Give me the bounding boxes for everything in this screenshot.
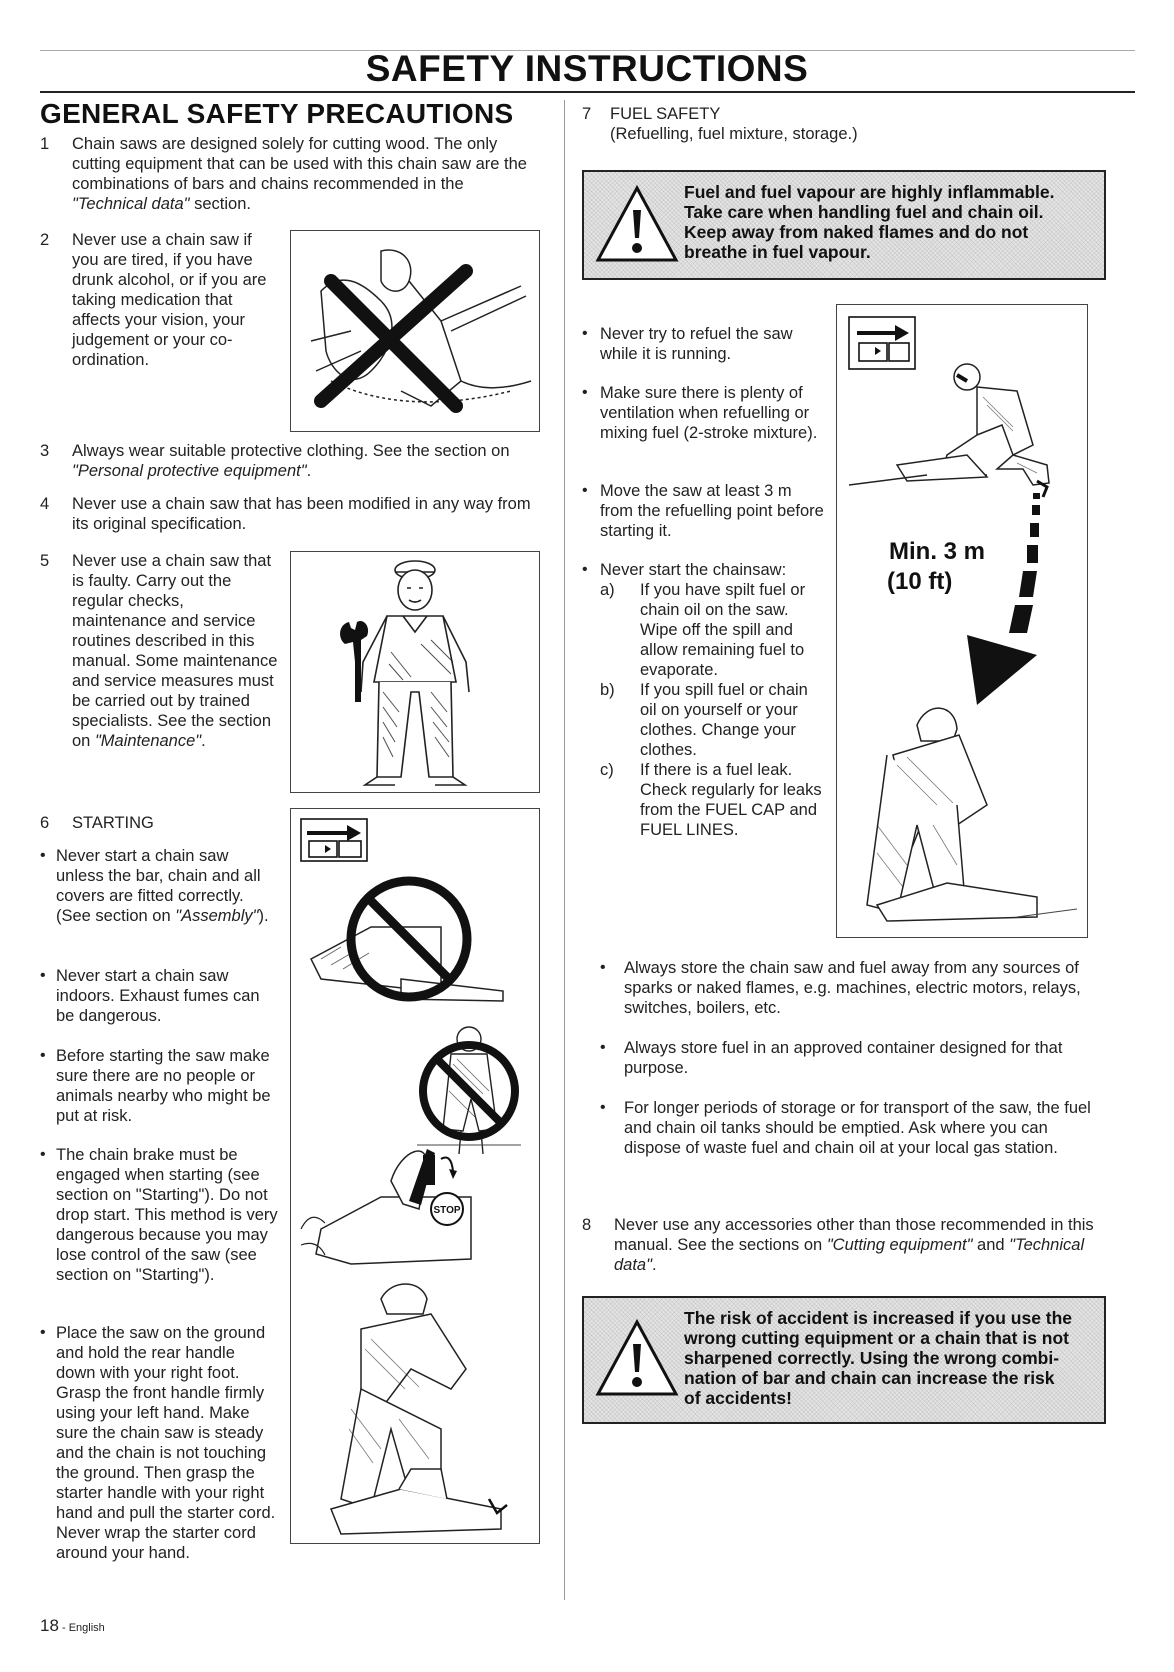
accident-warning-line-5: of accidents! [684, 1388, 792, 1408]
starting-bullet-3: Before starting the saw make sure there are no people or animals nearby who might be put at risk. [56, 1047, 271, 1125]
fuel-sub-c-label: c) [600, 761, 614, 779]
fuel-sub-a: If you have spilt fuel or chain oil on the saw. Wipe off the spill and allow remaining fuel to evaporate. [640, 581, 806, 679]
section-heading: GENERAL SAFETY PRECAUTIONS [40, 98, 514, 129]
item-2-text: Never use a chain saw if you are tired, if you have drunk alcohol, or if you are taking medication that affects your vision, your judgement or your co-ordination. [72, 231, 267, 369]
storage-bullet-3-dot: • [600, 1099, 606, 1116]
technical-data-ref-2: "Technical data" [614, 1236, 1085, 1274]
page-title: SAFETY INSTRUCTIONS [365, 48, 809, 89]
manual-reference-icon-2 [849, 317, 915, 369]
page-footer [40, 1616, 105, 1636]
item-1-text-b: section. [189, 195, 251, 213]
item-1-number: 1 [40, 135, 50, 153]
fuel-sub-c: If there is a fuel leak. Check regularly for leaks from the FUEL CAP and FUEL LINES. [640, 761, 822, 839]
footer-separator: - [58, 1622, 69, 1634]
fuel-bullet-4: Never start the chainsaw: [600, 561, 787, 579]
fuel-bullet-2-dot: • [582, 384, 588, 401]
item-5-text [72, 551, 282, 751]
item-7-number: 7 [582, 105, 592, 123]
item-4-text: Never use a chain saw that has been modified in any way from its original specification. [72, 495, 531, 533]
item-1-text-a: Chain saws are designed solely for cutting wood. The only cutting equipment that can be used with this chain saw are the combinations of bars and chains recommended in the [72, 135, 527, 193]
fuel-warning-box [582, 170, 1106, 280]
starting-bullet-5-dot: • [40, 1324, 46, 1341]
storage-bullet-2-dot: • [600, 1039, 606, 1056]
starting-bullet-4: The chain brake must be engaged when starting (see section on "Starting"). Do not drop start. This method is very dangerous because you may lose control of the saw (see section on "Starting"). [56, 1146, 278, 1284]
item-3-text-a: Always wear suitable protective clothing. See the section on [72, 442, 510, 460]
starting-bullet-4-dot: • [40, 1146, 46, 1163]
item-5-number: 5 [40, 552, 50, 570]
item-3-text [72, 441, 538, 481]
item-8-number: 8 [582, 1216, 592, 1234]
accident-warning-line-4: nation of bar and chain can increase the risk [684, 1368, 1055, 1388]
storage-bullet-1-dot: • [600, 959, 606, 976]
fuel-bullet-4-dot: • [582, 561, 588, 578]
item-1-text [72, 134, 538, 214]
column-divider [564, 100, 565, 1600]
starting-bullet-5: Place the saw on the ground and hold the rear handle down with your right foot. Grasp the front handle firmly using your left hand. Make sure the chain saw is steady and the chain is not touching the ground. Then grasp the starter handle with your right hand and pull the starter cord. Never wrap the starter cord around your hand. [56, 1324, 276, 1562]
starting-bullet-3-dot: • [40, 1047, 46, 1064]
starting-heading: STARTING [72, 814, 154, 832]
starting-illustrations [291, 809, 539, 1543]
mechanic-figure [290, 551, 540, 793]
manual-reference-icon [301, 819, 367, 861]
mechanic-with-wrench-icon [291, 552, 539, 792]
fuel-bullet-1-dot: • [582, 325, 588, 342]
item-3-text-b: . [306, 462, 312, 480]
warning-triangle-icon [594, 184, 680, 264]
item-5-text-a: Never use a chain saw that is faulty. Carry out the regular checks, maintenance and service routines described in this manual. Some maintenance and service measures must be carried out by trained specialists. See the section on [72, 552, 278, 750]
refuelling-illustrations [837, 305, 1087, 937]
fuel-safety-heading: FUEL SAFETY [610, 105, 721, 123]
fuel-bullet-1: Never try to refuel the saw while it is running. [600, 325, 793, 363]
assembly-ref: "Assembly" [175, 907, 259, 925]
item-5-text-b: . [201, 732, 206, 750]
item-8-text-b: . [651, 1256, 657, 1274]
starting-bullet-1-dot: • [40, 847, 46, 864]
min-distance-text: Min. 3 m [889, 538, 986, 565]
warning-triangle-icon-2 [594, 1318, 680, 1398]
item-8-text [614, 1215, 1100, 1275]
maintenance-ref: "Maintenance" [94, 732, 202, 750]
ppe-ref: "Personal protective equipment" [72, 462, 307, 480]
fuel-sub-b-label: b) [600, 681, 615, 699]
starting-bullet-1 [56, 846, 276, 926]
fuel-sub-b: If you spill fuel or chain oil on yourself or your clothes. Change your clothes. [640, 681, 808, 759]
refuelling-distance-figure [836, 304, 1088, 938]
starting-bullet-1-b: ). [258, 907, 269, 925]
item-8-text-mid: and [972, 1236, 1010, 1254]
min-distance-feet-text: (10 ft) [887, 568, 953, 595]
starting-figure [290, 808, 540, 1544]
fuel-warning-line-2: Take care when handling fuel and chain oil. [684, 202, 1044, 222]
storage-bullet-3: For longer periods of storage or for transport of the saw, the fuel and chain oil tanks should be emptied. Ask where you can dispose of waste fuel and chain oil at your local gas station. [624, 1099, 1091, 1157]
fuel-bullet-2: Make sure there is plenty of ventilation when refuelling or mixing fuel (2-stroke mixture). [600, 384, 818, 442]
item-3-number: 3 [40, 442, 50, 460]
title-rule [40, 91, 1135, 93]
crossed-out-saw-icon [291, 231, 539, 431]
cutting-equipment-ref: "Cutting equipment" [826, 1236, 973, 1254]
accident-warning-line-2: wrong cutting equipment or a chain that is not [684, 1328, 1069, 1348]
fuel-sub-a-label: a) [600, 581, 615, 599]
footer-language: English [68, 1622, 105, 1634]
accident-warning-line-3: sharpened correctly. Using the wrong combi- [684, 1348, 1060, 1368]
storage-bullet-1: Always store the chain saw and fuel away from any sources of sparks or naked flames, e.g. machines, electric motors, relays, switches, boilers, etc. [624, 959, 1081, 1017]
technical-data-ref: "Technical data" [72, 195, 190, 213]
accident-warning-box [582, 1296, 1106, 1424]
fuel-warning-text [684, 182, 1094, 262]
accident-warning-line-1: The risk of accident is increased if you use the [684, 1308, 1073, 1328]
starting-bullet-2-dot: • [40, 967, 46, 984]
item-6-number: 6 [40, 814, 50, 832]
fuel-safety-subtitle: (Refuelling, fuel mixture, storage.) [610, 125, 858, 143]
fuel-warning-line-1: Fuel and fuel vapour are highly inflammable. [684, 182, 1055, 202]
page-number: 18 [40, 1616, 59, 1635]
no-tired-use-figure [290, 230, 540, 432]
item-2-number: 2 [40, 231, 50, 249]
storage-bullet-2: Always store fuel in an approved container designed for that purpose. [624, 1039, 1063, 1077]
fuel-warning-line-3: Keep away from naked flames and do not [684, 222, 1029, 242]
item-4-number: 4 [40, 495, 50, 513]
stop-sign-label: STOP [433, 1205, 461, 1216]
fuel-bullet-3: Move the saw at least 3 m from the refuelling point before starting it. [600, 482, 824, 540]
starting-bullet-2: Never start a chain saw indoors. Exhaust fumes can be dangerous. [56, 967, 260, 1025]
fuel-bullet-3-dot: • [582, 482, 588, 499]
starting-bullet-1-a: Never start a chain saw unless the bar, chain and all covers are fitted correctly. (See section on [56, 847, 261, 925]
accident-warning-text [684, 1308, 1098, 1408]
fuel-warning-line-4: breathe in fuel vapour. [684, 242, 871, 262]
item-8-text-a: Never use any accessories other than those recommended in this manual. See the sections on [614, 1216, 1094, 1254]
